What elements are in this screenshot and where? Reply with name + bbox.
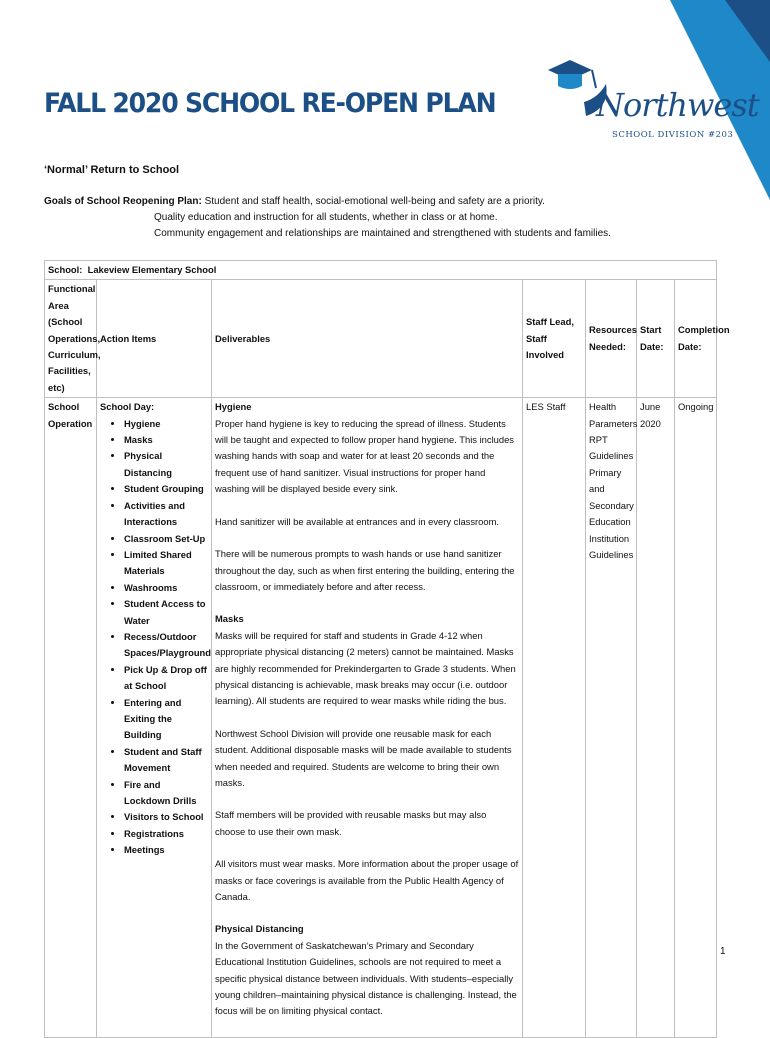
header-functional-area: Functional Area (School Operations, Curriculum, Facilities, etc)	[45, 280, 97, 398]
masks-paragraph: Staff members will be provided with reusable masks but may also choose to use their own mask.	[215, 809, 487, 837]
logo-wordmark: Northwest	[596, 86, 759, 124]
list-item: • Meetings	[124, 842, 208, 858]
list-item: • Washrooms	[124, 580, 208, 596]
plan-table	[44, 260, 730, 1038]
masks-heading: Masks	[215, 613, 244, 625]
cell-action-items	[97, 398, 212, 1038]
page-title: FALL 2020 SCHOOL RE-OPEN PLAN	[44, 88, 496, 119]
page-number: 1	[720, 946, 726, 957]
list-item: • Physical Distancing	[124, 448, 208, 481]
hygiene-heading: Hygiene	[215, 401, 252, 413]
goal-line: Student and staff health, social-emotional well-being and safety are a priority.	[204, 196, 545, 207]
masks-paragraph: Masks will be required for staff and students in Grade 4-12 when appropriate physical distancing (2 meters) cannot be maintained. Masks are highly recommended for Prekindergarten to Grade 3 students. When physical distancing is achievable, mask breaks may occur (i.e. outdoor learning). All students are required to wear masks while riding the bus.	[215, 629, 516, 707]
section-subtitle: ‘Normal’ Return to School	[44, 164, 180, 176]
cell-deliverables	[212, 398, 523, 1038]
header-completion-date: Completion Date:	[675, 280, 717, 398]
list-item: • Activities and Interactions	[124, 498, 208, 531]
school-row	[45, 261, 717, 280]
list-item: • Limited Shared Materials	[124, 547, 208, 580]
cell-resources: Health Parameters RPT Guidelines Primary and Secondary Education Institution Guidelines	[586, 398, 637, 1038]
cell-staff: LES Staff	[523, 398, 586, 1038]
list-item: • Recess/Outdoor Spaces/Playground	[124, 629, 208, 662]
cell-completion-date: Ongoing	[675, 398, 717, 1038]
table-row	[45, 398, 717, 1038]
goal-line: Community engagement and relationships are maintained and strengthened with students and families.	[154, 228, 611, 239]
hygiene-paragraph: Hand sanitizer will be available at entrances and in every classroom.	[215, 515, 499, 527]
physical-distancing-heading: Physical Distancing	[215, 923, 304, 935]
logo-subtitle: SCHOOL DIVISION #203	[612, 130, 734, 140]
northwest-logo	[540, 58, 759, 158]
list-item: • Hygiene	[124, 416, 208, 432]
list-item: • Student Access to Water	[124, 596, 208, 629]
list-item: • Student and Staff Movement	[124, 744, 208, 777]
list-item: • Entering and Exiting the Building	[124, 695, 208, 744]
masks-paragraph: Northwest School Division will provide one reusable mask for each student. Additional disposable masks will be made available to students when needed and required. Students are welcome to bring their own masks.	[215, 727, 512, 788]
list-item: • Fire and Lockdown Drills	[124, 777, 208, 810]
list-item: • Visitors to School	[124, 809, 208, 825]
masks-paragraph: All visitors must wear masks. More information about the proper usage of masks or face coverings is available from the Public Health Agency of Canada.	[215, 858, 519, 902]
action-title: School Day:	[100, 401, 155, 413]
header-resources: Resources Needed:	[586, 280, 637, 398]
physical-distancing-paragraph: In the Government of Saskatchewan’s Primary and Secondary Educational Institution Guidelines, schools are not required to meet a specific physical distance between individuals. With students–especially young children–maintaining physical distance is challenging. Instead, the focus will be on limiting physical contact.	[215, 939, 517, 1017]
hygiene-paragraph: Proper hand hygiene is key to reducing the spread of illness. Students will be taught and expected to follow proper hand hygiene. This includes washing hands with soap and water for at least 20 seconds and the frequent use of hand sanitizer. Visual instructions for proper hand washing will be displayed beside every sink.	[215, 417, 514, 495]
goal-line: Quality education and instruction for all students, whether in class or at home.	[154, 212, 498, 223]
list-item: • Student Grouping	[124, 481, 208, 497]
header-start-date: Start Date:	[637, 280, 675, 398]
school-name: Lakeview Elementary School	[87, 264, 217, 275]
list-item: • Classroom Set-Up	[124, 531, 208, 547]
header-deliverables: Deliverables	[212, 280, 523, 398]
header-staff: Staff Lead, Staff Involved	[523, 280, 586, 398]
hygiene-paragraph: There will be numerous prompts to wash hands or use hand sanitizer throughout the day, such as when first entering the building, entering the classroom, or immediately before and after recess.	[215, 548, 515, 592]
list-item: • Pick Up & Drop off at School	[124, 662, 208, 695]
goals-block	[44, 194, 724, 242]
list-item: • Registrations	[124, 826, 208, 842]
table-header-row	[45, 280, 717, 398]
cell-start-date: June 2020	[637, 398, 675, 1038]
list-item: • Masks	[124, 432, 208, 448]
action-list	[100, 416, 212, 859]
cell-functional-area: School Operation	[45, 398, 97, 1038]
school-label: School:	[48, 264, 83, 275]
header-action-items: Action Items	[97, 280, 212, 398]
goals-label: Goals of School Reopening Plan:	[44, 196, 202, 207]
